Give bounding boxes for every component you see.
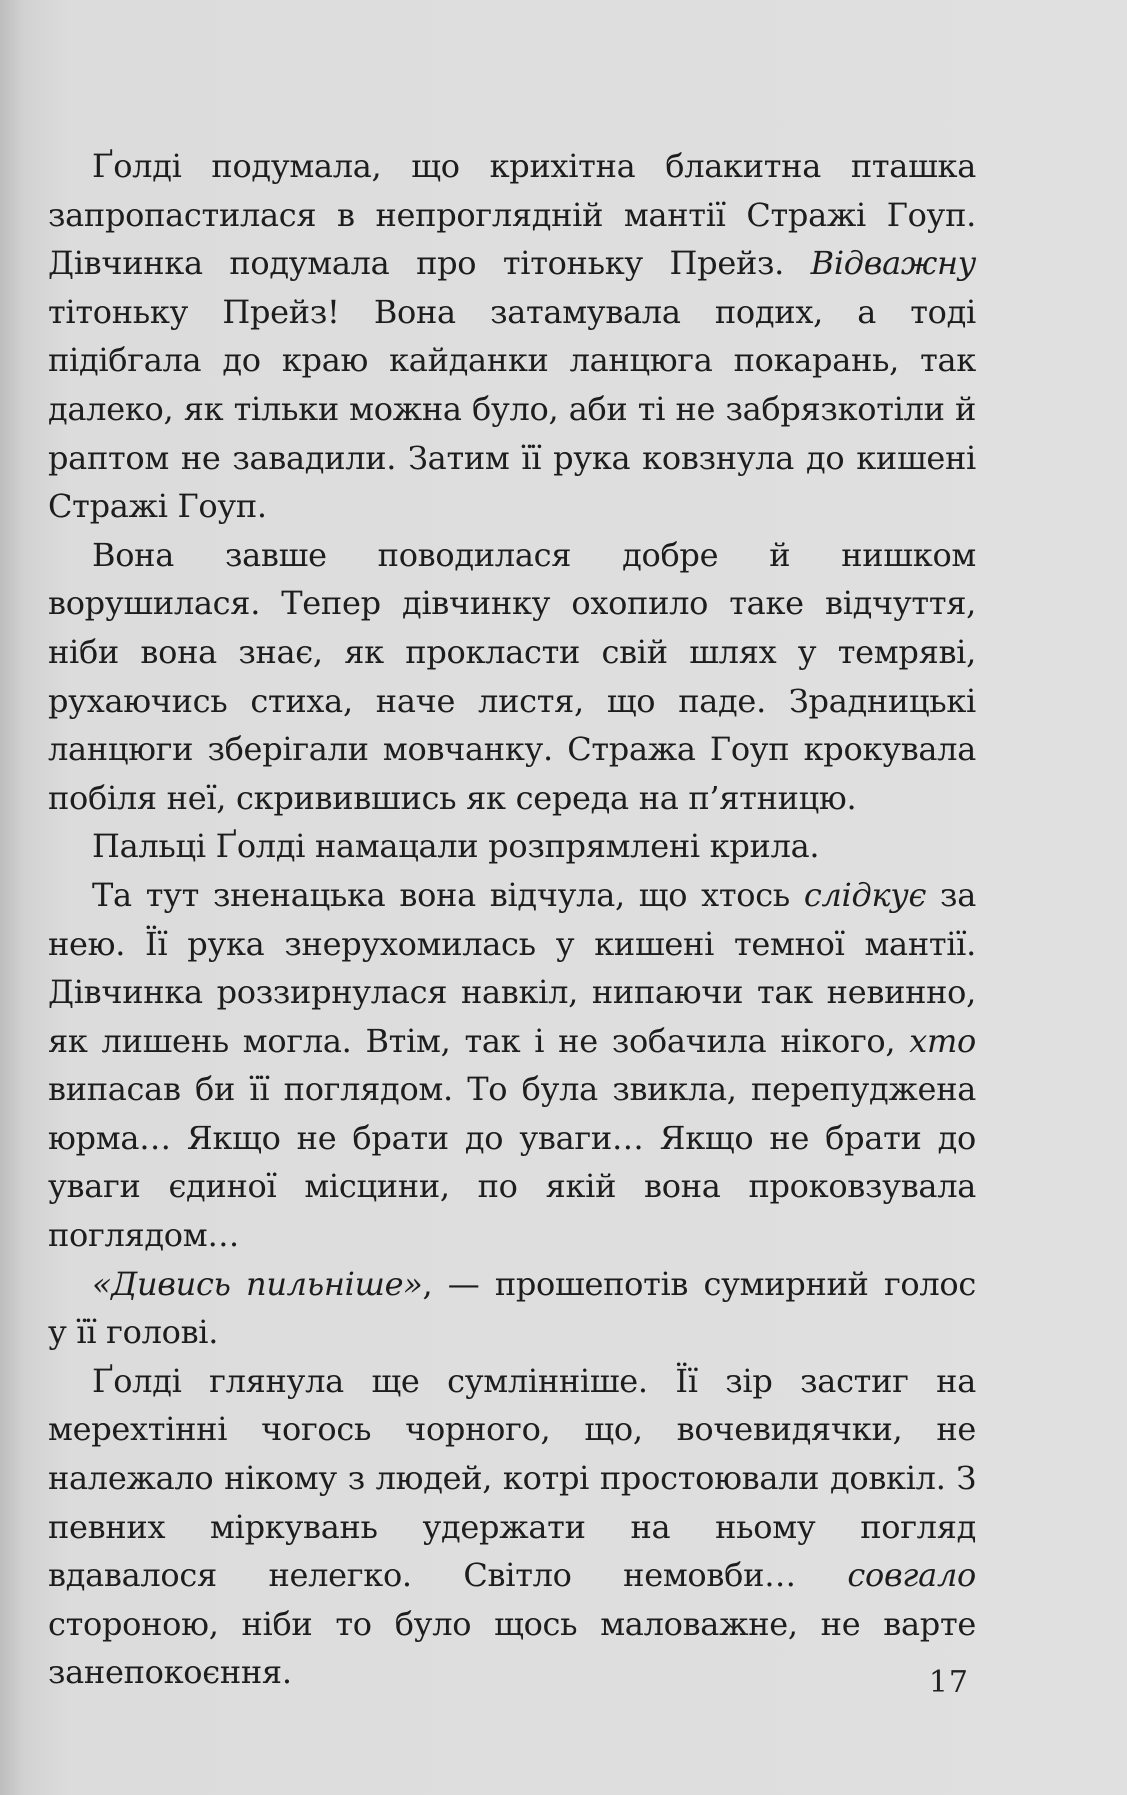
italic-run: слідкує xyxy=(803,875,927,914)
paragraph xyxy=(48,871,976,1260)
text-run: стороною, ніби то було щось маловажне, не варте занепокоєння. xyxy=(48,1604,976,1692)
paragraph xyxy=(48,822,976,871)
paragraph xyxy=(48,1260,976,1357)
paragraph xyxy=(48,1357,976,1697)
text-run: Вона завше поводилася добре й нишком ворушилася. Тепер дівчинку охопило таке відчуття, ніби вона знає, як прокласти свій шлях у темряві, рухаючись стиха, наче листя, що паде. Зрадницькі ланцюги зберігали мовчанку. Стража Гоуп крокувала побіля неї, скривившись як середа на п’ятницю. xyxy=(48,535,976,817)
text-run: Пальці Ґолді намацали розпрямлені крила. xyxy=(92,827,820,866)
text-run: Ґолді подумала, що крихітна блакитна пташка запропастилася в непроглядній мантії Стражі Гоуп. Дівчинка подумала про тітоньку Прейз. xyxy=(48,147,976,283)
text-run: Та тут зненацька вона відчула, що хтось xyxy=(92,875,804,914)
text-run: тітоньку Прейз! Вона затамувала подих, а тоді підібгала до краю кайданки ланцюга покарань, так далеко, як тільки можна було, аби ті не забрязкотіли й раптом не завадили. Затим її рука ковзнула до кишені Стражі Гоуп. xyxy=(48,292,976,526)
italic-run: «Дивись пильніше» xyxy=(92,1264,423,1303)
paragraph xyxy=(48,531,976,823)
italic-run: Відважну xyxy=(810,244,976,283)
text-run: , — прошепотів сумирний голос у її голові. xyxy=(48,1264,976,1352)
text-run: випасав би її поглядом. То була звикла, перепуджена юрма… Якщо не брати до уваги… Якщо не брати до уваги єдиної місцини, по якій вона проковзувала поглядом… xyxy=(48,1070,976,1255)
page-number: 17 xyxy=(928,1665,969,1700)
text-run: Ґолді глянула ще сумлінніше. Її зір застиг на мерехтінні чогось чорного, що, вочевидячки, не належало нікому з людей, котрі простоювали довкіл. З певних міркувань удержати на ньому погляд вдавалося нелегко. Світло немовби… xyxy=(48,1361,976,1595)
paragraph xyxy=(48,142,976,531)
italic-run: хто xyxy=(909,1021,976,1060)
text-run: за нею. Її рука знерухомилась у кишені темної мантії. Дівчинка роззирнулася навкіл, нипаючи так невинно, як лишень могла. Втім, так і не зобачила нікого, xyxy=(48,875,976,1060)
body-text xyxy=(48,142,976,1697)
italic-run: совгало xyxy=(847,1556,976,1595)
